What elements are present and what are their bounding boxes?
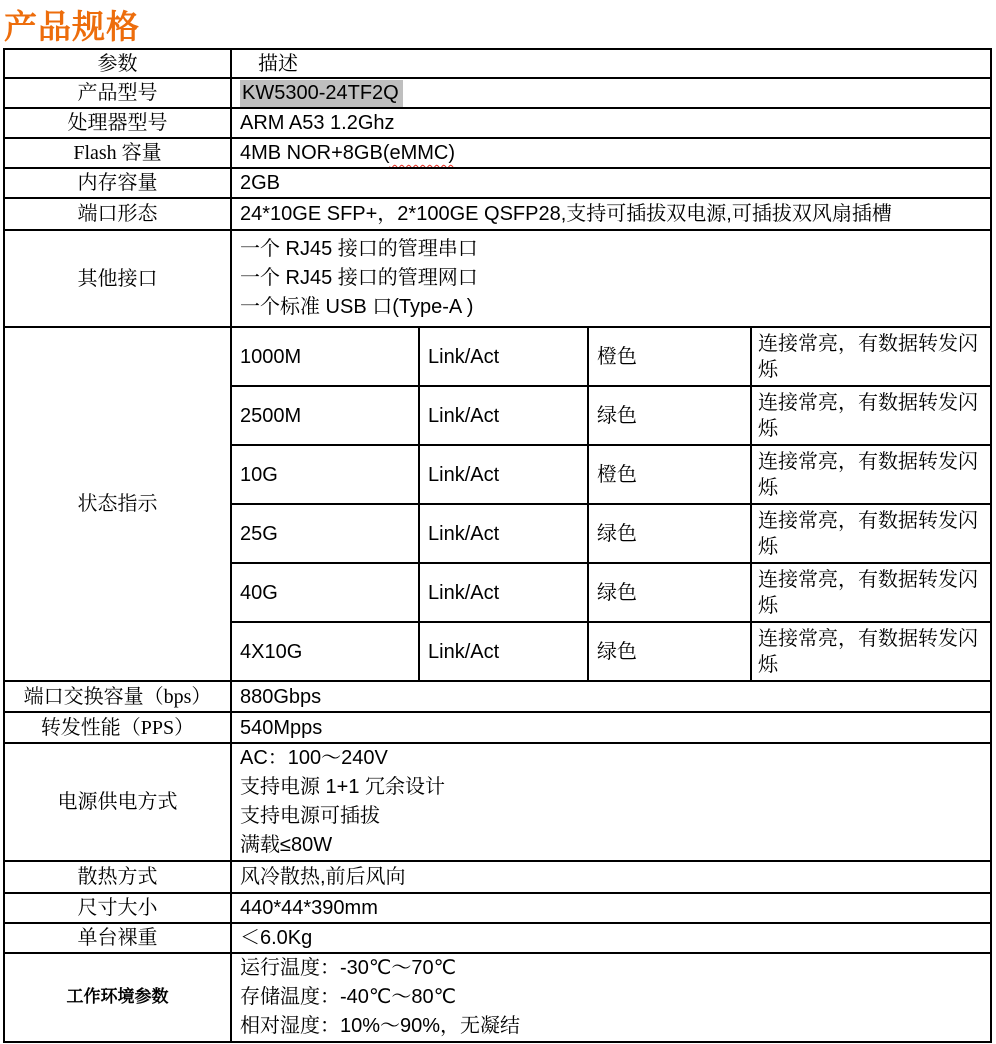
param-value: ARM A53 1.2Ghz [231,108,991,138]
param-value [231,230,991,327]
param-label: 产品型号 [4,78,231,108]
param-label: 端口形态 [4,198,231,230]
status-color: 绿色 [588,386,751,445]
status-speed: 40G [231,563,419,622]
environment-line: 相对湿度：10%～90%，无凝结 [240,1015,521,1037]
power-line: 支持电源可插拔 [240,805,380,827]
status-signal: Link/Act [419,386,588,445]
param-value [231,743,991,861]
status-speed: 1000M [231,327,419,386]
status-signal: Link/Act [419,327,588,386]
row-dimensions [4,893,991,923]
row-memory [4,168,991,198]
param-label: 单台裸重 [4,923,231,953]
row-switching-capacity [4,681,991,712]
status-speed: 25G [231,504,419,563]
param-value [231,953,991,1042]
status-section-label: 状态指示 [4,327,231,681]
row-environment [4,953,991,1042]
flash-value-spellchecked: eMMC) [389,142,456,164]
row-weight [4,923,991,953]
header-desc: 描述 [231,49,991,78]
row-ports [4,198,991,230]
param-value: ＜6.0Kg [231,923,991,953]
table-header-row [4,49,991,78]
flash-value-main: 4MB NOR+8GB( [240,142,390,164]
param-value: 风冷散热,前后风向 [231,861,991,893]
status-color: 橙色 [588,327,751,386]
interface-line: 一个标准 USB 口(Type-A ) [240,296,474,318]
status-desc: 连接常亮，有数据转发闪烁 [751,504,991,563]
interface-line: 一个 RJ45 接口的管理网口 [240,267,478,289]
status-row [4,327,991,386]
status-desc: 连接常亮，有数据转发闪烁 [751,386,991,445]
param-value: 440*44*390mm [231,893,991,923]
row-cpu [4,108,991,138]
row-cooling [4,861,991,893]
row-forwarding-rate [4,712,991,743]
page-title: 产品规格 [4,8,140,45]
param-label: 端口交换容量（bps） [4,681,231,712]
status-speed: 10G [231,445,419,504]
param-value: 2GB [231,168,991,198]
param-value: 880Gbps [231,681,991,712]
status-color: 绿色 [588,504,751,563]
row-flash [4,138,991,168]
interface-line: 一个 RJ45 接口的管理串口 [240,238,478,260]
param-value [231,78,991,108]
highlighted-model-number: KW5300-24TF2Q [240,80,403,107]
param-label: Flash 容量 [4,138,231,168]
status-desc: 连接常亮，有数据转发闪烁 [751,327,991,386]
status-color: 绿色 [588,622,751,681]
param-label: 电源供电方式 [4,743,231,861]
row-product-model [4,78,991,108]
param-label: 散热方式 [4,861,231,893]
status-speed: 2500M [231,386,419,445]
power-line: 满载≤80W [240,834,333,856]
row-power-supply [4,743,991,861]
param-value: 540Mpps [231,712,991,743]
status-signal: Link/Act [419,622,588,681]
param-label: 内存容量 [4,168,231,198]
param-label: 转发性能（PPS） [4,712,231,743]
status-speed: 4X10G [231,622,419,681]
status-signal: Link/Act [419,504,588,563]
status-signal: Link/Act [419,445,588,504]
power-line: 支持电源 1+1 冗余设计 [240,776,446,798]
row-other-interfaces [4,230,991,327]
param-value [231,138,991,168]
environment-line: 运行温度：-30℃～70℃ [240,957,457,979]
status-desc: 连接常亮，有数据转发闪烁 [751,622,991,681]
spec-table [3,48,992,1043]
status-color: 绿色 [588,563,751,622]
header-param: 参数 [4,49,231,78]
param-label: 其他接口 [4,230,231,327]
status-color: 橙色 [588,445,751,504]
param-label: 尺寸大小 [4,893,231,923]
status-signal: Link/Act [419,563,588,622]
param-value: 24*10GE SFP+，2*100GE QSFP28,支持可插拔双电源,可插拔双风扇插槽 [231,198,991,230]
environment-line: 存储温度：-40℃～80℃ [240,986,457,1008]
power-line: AC：100～240V [240,747,388,769]
param-label: 处理器型号 [4,108,231,138]
status-desc: 连接常亮，有数据转发闪烁 [751,445,991,504]
param-label: 工作环境参数 [4,953,231,1042]
status-desc: 连接常亮，有数据转发闪烁 [751,563,991,622]
